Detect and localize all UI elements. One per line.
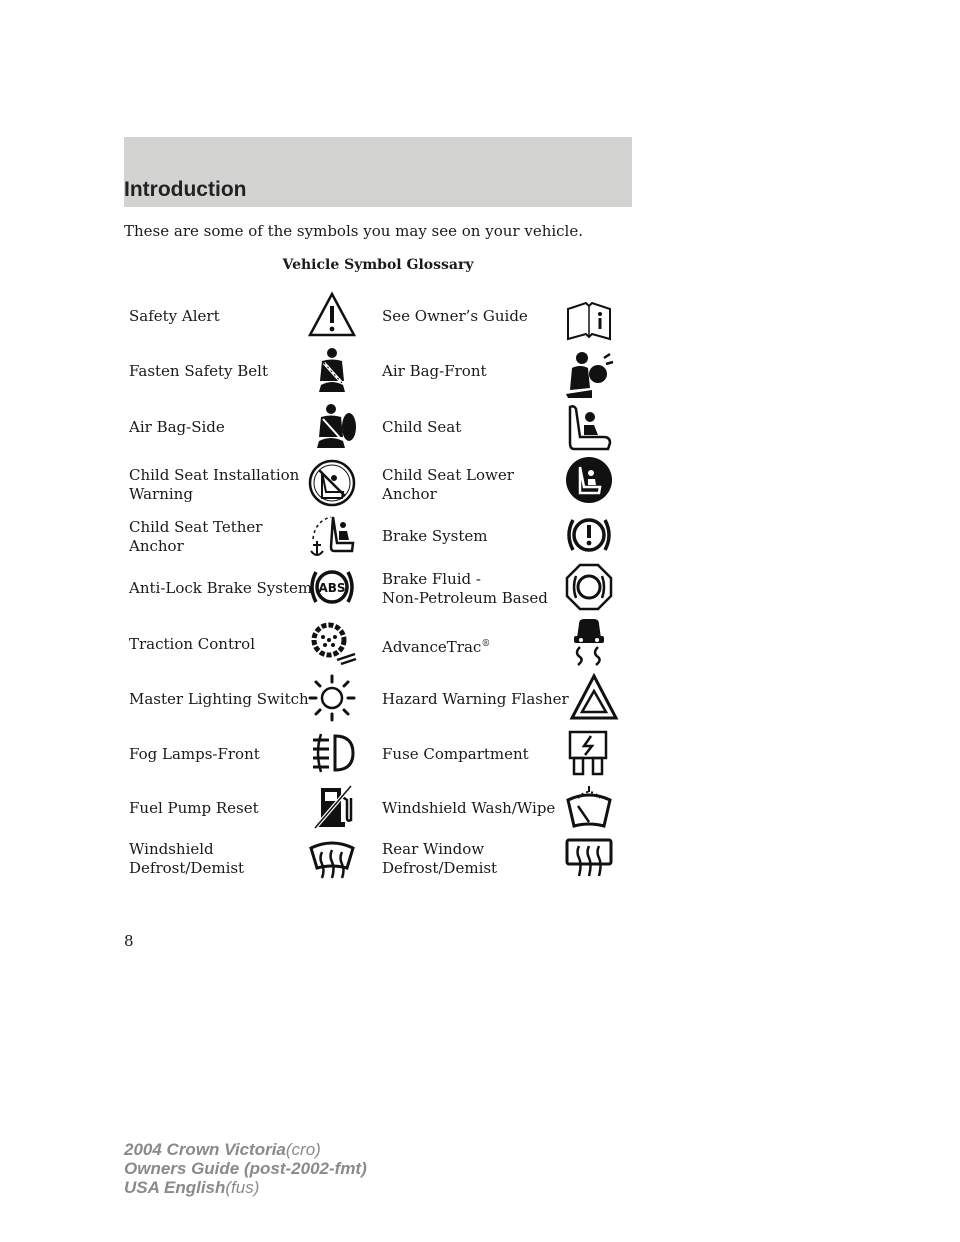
airbag-front-icon (564, 350, 614, 400)
symbol-label-rear-defrost: Rear Window Defrost/Demist (382, 840, 498, 877)
rear-defrost-icon (564, 834, 614, 884)
footer-line-2 (124, 1159, 367, 1178)
symbol-label-brake-system: Brake System (382, 527, 488, 545)
symbol-label-child-seat: Child Seat (382, 418, 462, 436)
svg-text:ABS: ABS (318, 581, 346, 595)
windshield-defrost-icon (307, 836, 357, 886)
glossary-title: Vehicle Symbol Glossary (282, 257, 474, 273)
symbol-label-fuel-pump-reset: Fuel Pump Reset (129, 799, 259, 817)
brake-fluid-icon (564, 562, 614, 612)
symbol-label-master-lighting: Master Lighting Switch (129, 690, 309, 708)
symbol-label-seatbelt: Fasten Safety Belt (129, 362, 269, 380)
symbol-label-traction-control: Traction Control (129, 635, 255, 653)
airbag-side-icon (307, 401, 357, 451)
safety-alert-icon (307, 289, 357, 339)
symbol-label-windshield-defrost: Windshield Defrost/Demist (129, 840, 245, 877)
page-number: 8 (124, 932, 134, 950)
advancetrac-icon (564, 616, 614, 666)
fuel-pump-reset-icon (307, 782, 357, 832)
footer-line-1 (124, 1140, 367, 1159)
abs-icon (307, 562, 357, 612)
owners-guide-icon (564, 297, 614, 347)
symbol-label-safety-alert: Safety Alert (129, 307, 220, 325)
windshield-wash-wipe-icon (564, 784, 614, 834)
symbol-label-child-seat-tether: Child Seat Tether Anchor (129, 518, 263, 555)
symbol-label-hazard-flasher: Hazard Warning Flasher (382, 690, 569, 708)
symbol-label-airbag-side: Air Bag-Side (129, 418, 225, 436)
intro-text: These are some of the symbols you may see on your vehicle. (124, 222, 583, 240)
child-seat-warning-icon (307, 458, 357, 508)
footer-language-code: (fus) (225, 1178, 260, 1197)
section-title: Introduction (124, 178, 247, 201)
symbol-label-brake-fluid: Brake Fluid - Non-Petroleum Based (382, 570, 548, 607)
footer-language: USA English (124, 1178, 226, 1197)
registered-mark: ® (481, 639, 491, 649)
symbol-label-fog-lamps: Fog Lamps-Front (129, 745, 260, 763)
symbol-label-advancetrac (382, 635, 490, 657)
symbol-label-child-seat-lower-anchor: Child Seat Lower Anchor (382, 466, 514, 503)
child-seat-icon (564, 403, 614, 453)
fuse-compartment-icon (564, 728, 614, 778)
symbol-label-fuse-compartment: Fuse Compartment (382, 745, 529, 763)
symbol-label-owners-guide: See Owner’s Guide (382, 307, 528, 325)
document-footer (124, 1140, 367, 1197)
child-seat-lower-anchor-icon (564, 455, 614, 505)
traction-control-icon (307, 618, 357, 668)
footer-model-code: (cro) (285, 1140, 321, 1159)
advancetrac-label-text: AdvanceTrac (382, 638, 482, 656)
master-lighting-icon (307, 673, 357, 723)
brake-system-icon (564, 510, 614, 560)
footer-guide: Owners Guide (post-2002-fmt) (124, 1159, 367, 1178)
child-seat-tether-anchor-icon (307, 513, 357, 563)
symbol-label-abs: Anti-Lock Brake System (129, 579, 313, 597)
footer-line-3 (124, 1178, 367, 1197)
seatbelt-icon (307, 345, 357, 395)
symbol-label-windshield-wash-wipe: Windshield Wash/Wipe (382, 799, 556, 817)
footer-model: 2004 Crown Victoria (124, 1140, 286, 1159)
symbol-label-airbag-front: Air Bag-Front (382, 362, 487, 380)
fog-lamps-icon (307, 728, 357, 778)
symbol-label-child-seat-warning: Child Seat Installation Warning (129, 466, 300, 503)
hazard-flasher-icon (569, 673, 619, 723)
